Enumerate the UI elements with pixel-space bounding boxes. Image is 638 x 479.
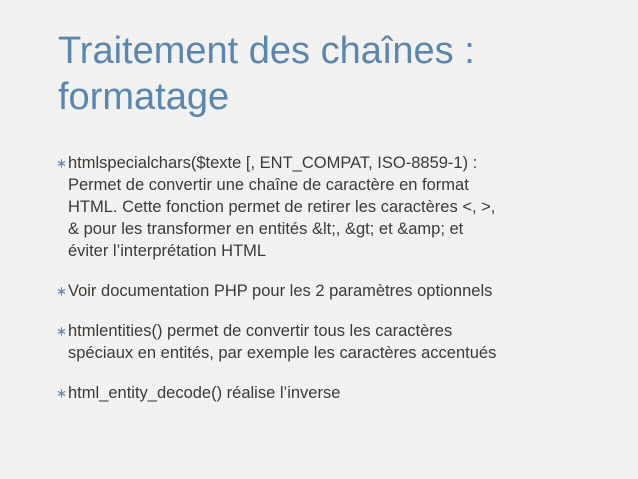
bullet-line: & pour les transformer en entités &lt;, &gt; et &amp; et: [68, 220, 464, 238]
bullet-item-htmlentities: [58, 320, 618, 364]
bullet-line: html_entity_decode() réalise l’inverse: [68, 384, 341, 402]
asterisk-bullet-icon: [57, 389, 66, 398]
bullet-line: htmlentities() permet de convertir tous les caractères: [68, 322, 453, 340]
bullet-line: htmlspecialchars($texte [, ENT_COMPAT, ISO-8859-1) :: [68, 154, 478, 172]
asterisk-bullet-icon: [57, 159, 66, 168]
bullet-item-php-docs: [58, 280, 618, 302]
bullet-item-htmlspecialchars: [58, 152, 618, 262]
slide-title: [58, 28, 618, 120]
slide-title-line-1: Traitement des chaînes :: [58, 30, 475, 72]
bullet-line: Permet de convertir une chaîne de caractère en format: [68, 176, 469, 194]
bullet-line: HTML. Cette fonction permet de retirer les caractères <, >,: [68, 198, 496, 216]
bullet-list: [58, 152, 618, 422]
bullet-item-html-entity-decode: [58, 382, 618, 404]
asterisk-bullet-icon: [57, 327, 66, 336]
slide-title-line-2: formatage: [58, 76, 230, 118]
asterisk-bullet-icon: [57, 287, 66, 296]
bullet-line: éviter l’interprétation HTML: [68, 242, 267, 260]
bullet-line: Voir documentation PHP pour les 2 paramètres optionnels: [68, 282, 493, 300]
bullet-line: spéciaux en entités, par exemple les caractères accentués: [68, 344, 497, 362]
